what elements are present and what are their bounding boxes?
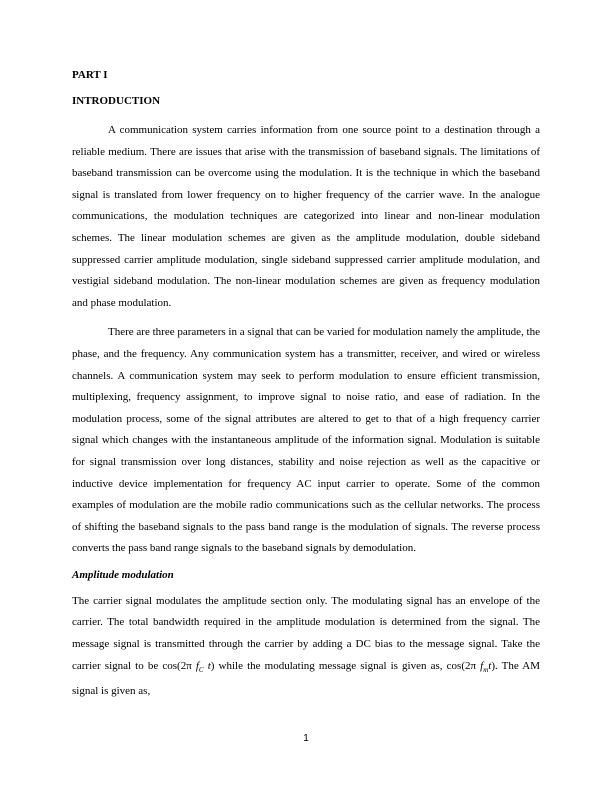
amplitude-modulation-heading: Amplitude modulation bbox=[72, 568, 174, 581]
carrier-func: cos bbox=[162, 659, 178, 672]
message-equation: cos(2π $f_mt$) bbox=[446, 659, 496, 674]
carrier-t: t bbox=[207, 659, 211, 672]
message-subscript: m bbox=[483, 665, 489, 674]
am-text-after: . The AM signal is given as, bbox=[72, 659, 541, 698]
intro-paragraph-2: There are three parameters in a signal that can be varied for modulation namely the amplitude, the phase, and the frequency. Any communication system has a transmitter, receiver, and wired or wireless channels. A communication system may seek to perform modulation to ensure efficient transmission, multiplexing, frequency assignment, to improve signal to noise ratio, and ease of radiation. In the modulation process, some of the signal attributes are altered to get to that of a high frequency carrier signal which changes with the instantaneous amplitude of the information signal. Modulation is suitable for signal transmission over long distances, stability and noise rejection as well as the capacitive or inductive device implementation for frequency AC input carrier to operate. Some of the common examples of modulation are the mobile radio communications such as the cellular networks. The process of shifting the baseband signals to the pass band range is the modulation of signals. The reverse process converts the pass band range signals to the baseband signals by demodulation. bbox=[72, 326, 540, 555]
page-number: 1 bbox=[303, 733, 309, 744]
carrier-equation: cos(2π $f_C$ t) bbox=[162, 659, 215, 674]
message-func: cos bbox=[446, 659, 462, 672]
am-text-before-carrier: The carrier signal modulates the amplitude section only. The modulating signal has an envelope of the carrier. The total bandwidth required in the amplitude modulation is determined from the signal. The message signal is transmitted through the carrier by adding a DC bias to the message signal. Take the carrier signal to be bbox=[72, 594, 540, 672]
introduction-heading: INTRODUCTION bbox=[72, 95, 161, 107]
message-two-pi: 2π bbox=[464, 659, 477, 672]
part-title: PART I bbox=[72, 69, 108, 81]
intro-paragraph-1: A communication system carries information from one source point to a destination through a reliable medium. There are issues that arise with the transmission of baseband signals. The limitations of baseband transmission can be overcome using the modulation. It is the technique in which the baseband signal is translated from lower frequency on to higher frequency of the carrier wave. In the analogue communications, the modulation techniques are categorized into linear and non-linear modulation schemes. The linear modulation schemes are given as the amplitude modulation, double sideband suppressed carrier amplitude modulation, single sideband suppressed carrier amplitude modulation, and vestigial sideband modulation. The non-linear modulation schemes are given as frequency modulation and phase modulation. bbox=[72, 124, 540, 309]
message-f: f bbox=[480, 659, 484, 672]
message-t: t bbox=[488, 659, 492, 672]
document-page bbox=[72, 68, 540, 711]
carrier-f: f bbox=[195, 659, 199, 672]
carrier-subscript: C bbox=[198, 665, 204, 674]
carrier-two-pi: 2π bbox=[180, 659, 192, 672]
am-text-between: while the modulating message signal is given as, bbox=[214, 659, 447, 672]
am-paragraph bbox=[72, 591, 540, 703]
